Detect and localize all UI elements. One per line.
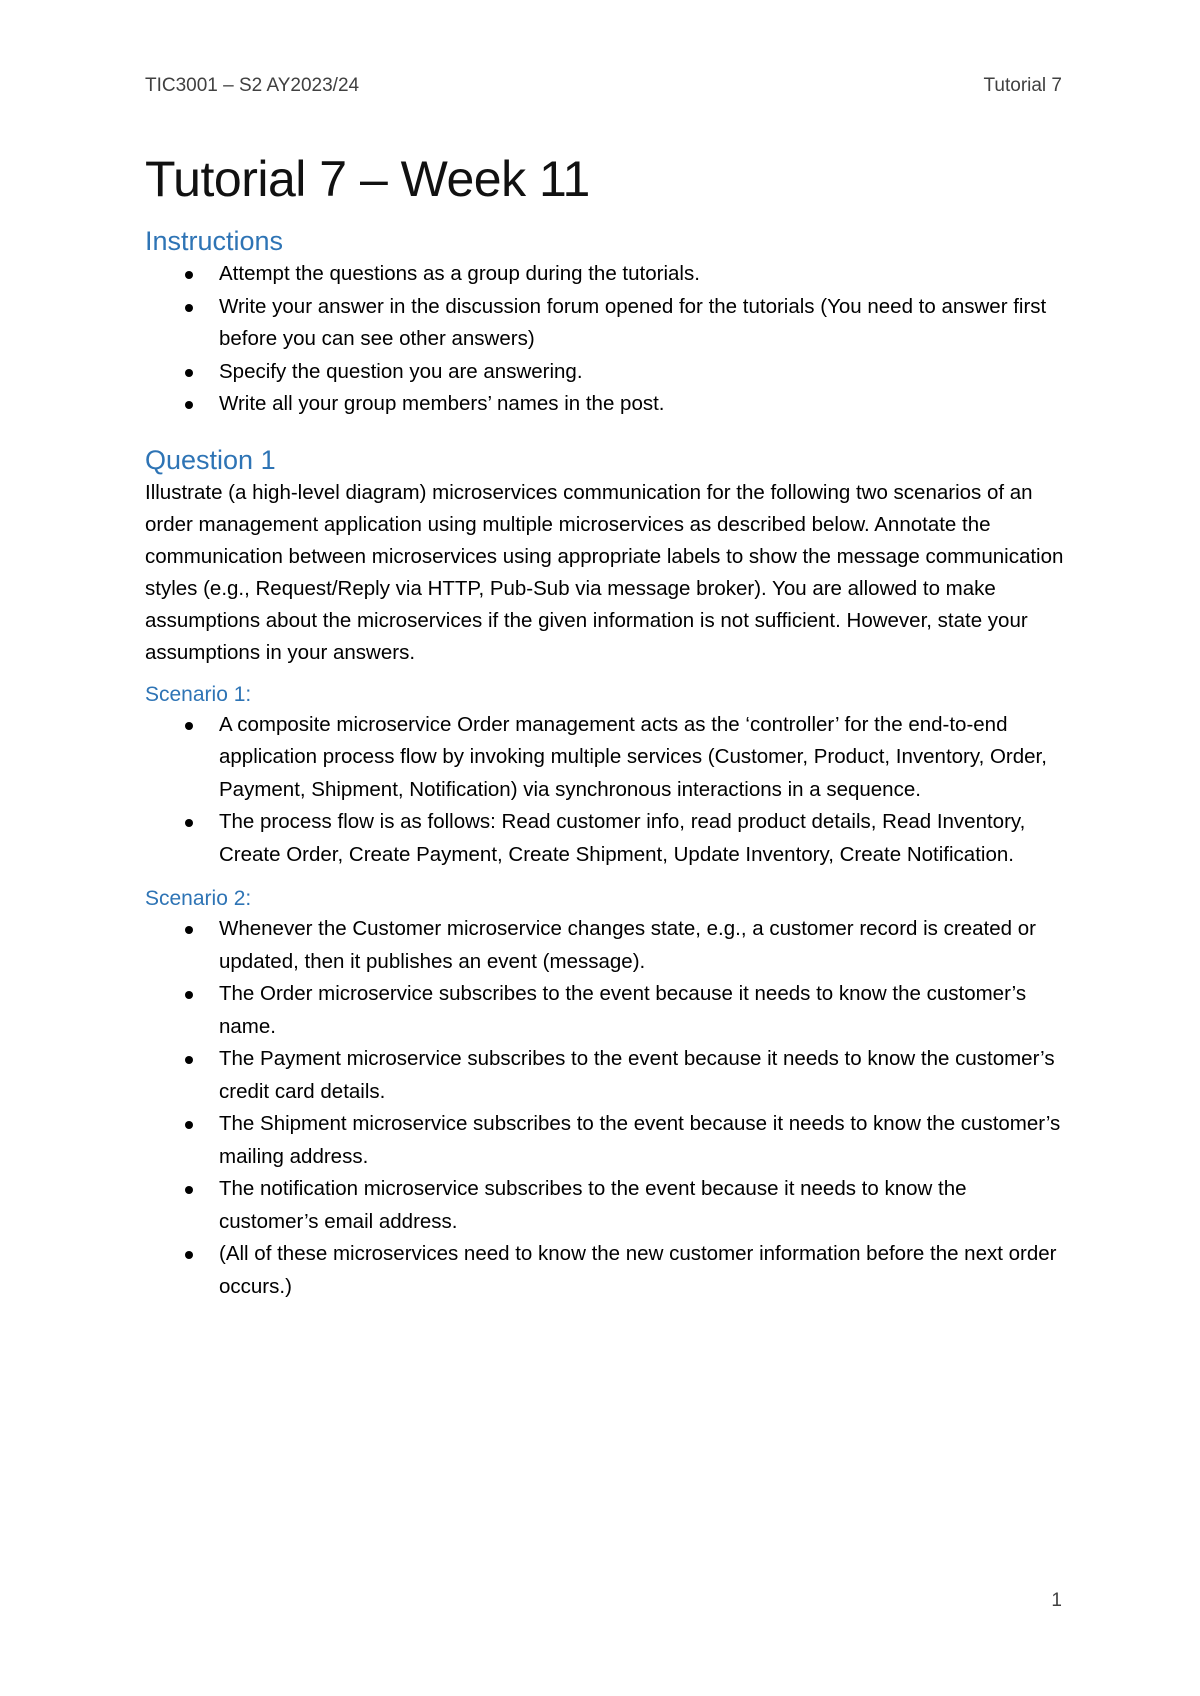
instructions-list <box>145 258 1065 421</box>
bullet-icon <box>185 401 193 409</box>
list-item: The Payment microservice subscribes to the event because it needs to know the customer’s credit card details. <box>145 1043 1065 1108</box>
list-item: The process flow is as follows: Read customer info, read product details, Read Inventory, Create Order, Create Payment, Create Shipment, Update Inventory, Create Notification. <box>145 806 1065 871</box>
scenario1-list <box>145 709 1065 872</box>
bullet-icon <box>185 369 193 377</box>
list-item: A composite microservice Order management acts as the ‘controller’ for the end-to-end application process flow by invoking multiple services (Customer, Product, Inventory, Order, Payment, Shipment, Notification) via synchronous interactions in a sequence. <box>145 709 1065 807</box>
question1-body: Illustrate (a high-level diagram) microservices communication for the following two scenarios of an order management application using multiple microservices as described below. Annotate the communication between microservices using appropriate labels to show the message communication styles (e.g., Request/Reply via HTTP, Pub-Sub via message broker). You are allowed to make assumptions about the microservices if the given information is not sufficient. However, state your assumptions in your answers. <box>145 480 1064 664</box>
list-item: Whenever the Customer microservice changes state, e.g., a customer record is created or updated, then it publishes an event (message). <box>145 913 1065 978</box>
bullet-icon <box>185 722 193 730</box>
bullet-icon <box>185 304 193 312</box>
header-course-code: TIC3001 – S2 AY2023/24 <box>145 75 360 96</box>
list-item: Write your answer in the discussion forum opened for the tutorials (You need to answer first before you can see other answers) <box>145 291 1065 356</box>
page-number: 1 <box>1051 1590 1062 1611</box>
list-item: Specify the question you are answering. <box>145 356 1065 389</box>
list-item: Write all your group members’ names in the post. <box>145 388 1065 421</box>
scenario2-list <box>145 913 1065 1303</box>
scenario1-heading: Scenario 1: <box>145 682 252 706</box>
bullet-icon <box>185 1251 193 1259</box>
list-item: (All of these microservices need to know the new customer information before the next order occurs.) <box>145 1238 1065 1303</box>
question1-heading: Question 1 <box>145 444 276 475</box>
page-title: Tutorial 7 – Week 11 <box>145 151 590 207</box>
bullet-icon <box>185 991 193 999</box>
bullet-icon <box>185 1121 193 1129</box>
list-item: Attempt the questions as a group during the tutorials. <box>145 258 1065 291</box>
scenario2-heading: Scenario 2: <box>145 887 252 910</box>
bullet-icon <box>185 819 193 827</box>
header-tutorial-label: Tutorial 7 <box>983 75 1062 96</box>
bullet-icon <box>185 1186 193 1194</box>
instructions-heading: Instructions <box>145 226 284 256</box>
bullet-icon <box>185 926 193 934</box>
bullet-icon <box>185 1056 193 1064</box>
list-item: The notification microservice subscribes to the event because it needs to know the customer’s email address. <box>145 1173 1065 1238</box>
list-item: The Order microservice subscribes to the event because it needs to know the customer’s name. <box>145 978 1065 1043</box>
bullet-icon <box>185 271 193 279</box>
page-content <box>145 148 1065 1303</box>
list-item: The Shipment microservice subscribes to the event because it needs to know the customer’s mailing address. <box>145 1108 1065 1173</box>
